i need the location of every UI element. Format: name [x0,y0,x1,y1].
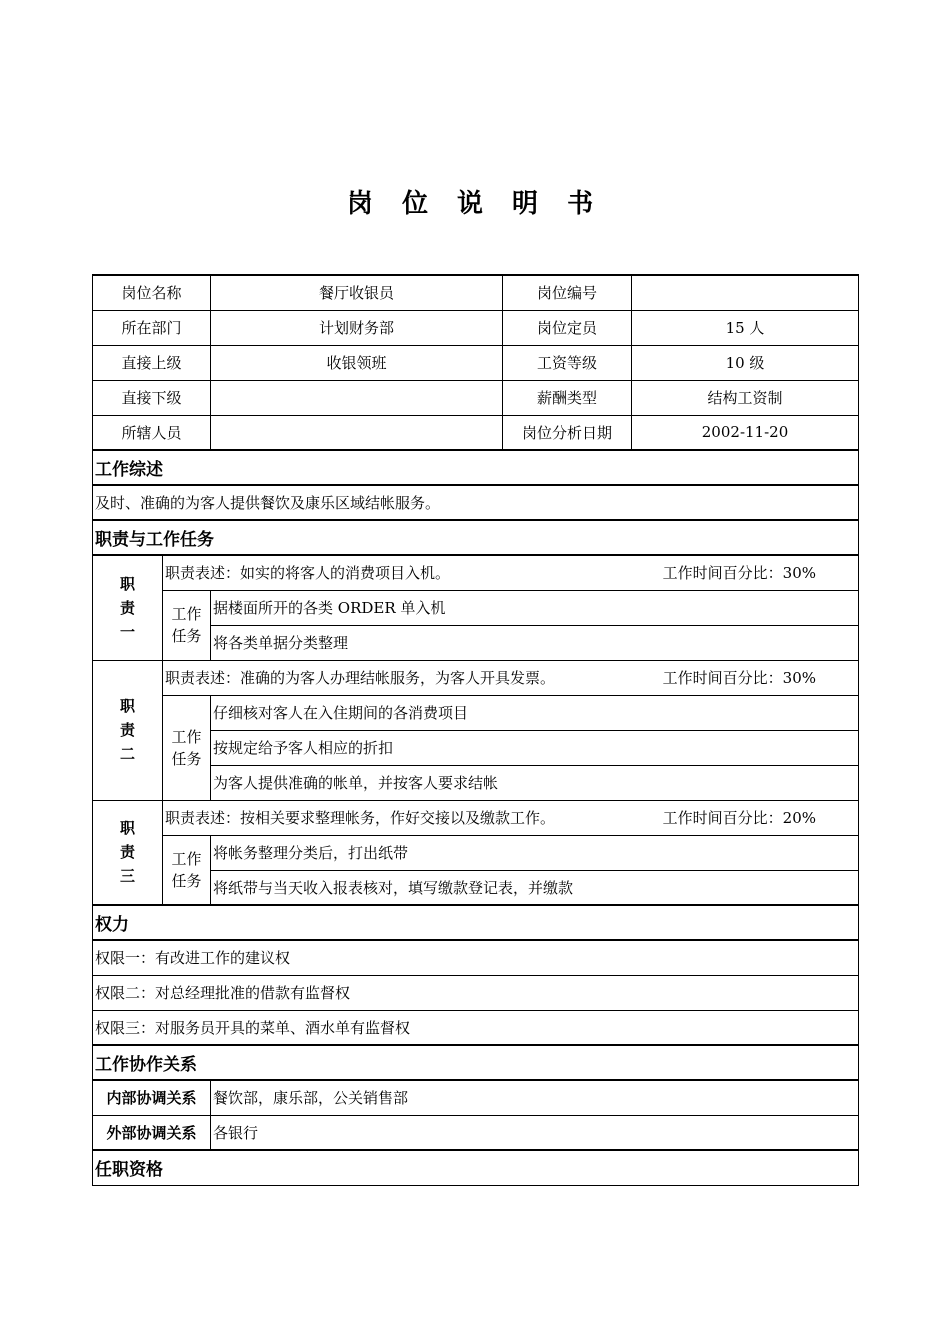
value-staff [211,415,503,450]
info-row-2 [93,310,859,345]
duty-3-description: 职责表述：按相关要求整理帐务，作好交接以及缴款工作。 工作时间百分比：20% [163,800,859,835]
section-duties-heading: 职责与工作任务 [93,520,859,555]
duty-1-task-2: 将各类单据分类整理 [211,625,859,660]
duty-1-percentage: 工作时间百分比：30% [662,564,817,583]
value-salary-grade: 10 级 [632,345,859,380]
duty-3-percentage: 工作时间百分比：20% [662,809,817,827]
duty-2-label: 职 责 二 [93,660,163,800]
label-subordinate: 直接下级 [93,380,211,415]
duty-3-label: 职 责 三 [93,800,163,905]
label-staff: 所辖人员 [93,415,211,450]
page-title: 岗 位 说 明 书 [346,189,604,219]
label-position-code: 岗位编号 [503,275,632,310]
authority-2: 权限二：对总经理批准的借款有监督权 [93,975,859,1010]
duty-3-task-1: 将帐务整理分类后，打出纸带 [211,835,859,870]
info-row-4 [93,380,859,415]
duty-1-desc-row [93,555,859,590]
value-analysis-date: 2002-11-20 [632,415,859,450]
section-authority-heading: 权力 [93,905,859,940]
section-summary-heading: 工作综述 [93,450,859,485]
value-headcount: 15 人 [632,310,859,345]
duty-2-task-1: 仔细核对客人在入住期间的各消费项目 [211,695,859,730]
value-position-code [632,275,859,310]
label-salary-grade: 工资等级 [503,345,632,380]
section-relations-heading: 工作协作关系 [93,1045,859,1080]
duty-2-task-2: 按规定给予客人相应的折扣 [211,730,859,765]
external-relations-value: 各银行 [211,1115,859,1150]
summary-text: 及时、准确的为客人提供餐饮及康乐区域结帐服务。 [93,485,859,520]
value-department: 计划财务部 [211,310,503,345]
value-position-name: 餐厅收银员 [211,275,503,310]
value-supervisor: 收银领班 [211,345,503,380]
info-row-5 [93,415,859,450]
info-row-1 [93,275,859,310]
duty-1-description: 职责表述：如实的将客人的消费项目入机。 工作时间百分比：30% [163,555,859,590]
section-qualification-heading: 任职资格 [93,1150,859,1185]
duty-2-description: 职责表述：准确的为客人办理结帐服务，为客人开具发票。 工作时间百分比：30% [163,660,859,695]
duty-3-desc-row [93,800,859,835]
authority-1: 权限一：有改进工作的建议权 [93,940,859,975]
duty-2-task-label: 工作 任务 [163,695,211,800]
external-relations-label: 外部协调关系 [93,1115,211,1150]
duty-1-task-label: 工作 任务 [163,590,211,660]
duty-1-label: 职 责 一 [93,555,163,660]
duty-3-task-label: 工作 任务 [163,835,211,905]
label-department: 所在部门 [93,310,211,345]
job-description-table [92,274,859,1186]
duty-1-task-1: 据楼面所开的各类 ORDER 单入机 [211,590,859,625]
info-row-3 [93,345,859,380]
label-position-name: 岗位名称 [93,275,211,310]
label-supervisor: 直接上级 [93,345,211,380]
label-headcount: 岗位定员 [503,310,632,345]
value-subordinate [211,380,503,415]
authority-3: 权限三：对服务员开具的菜单、酒水单有监督权 [93,1010,859,1045]
duty-3-task-2: 将纸带与当天收入报表核对，填写缴款登记表，并缴款 [211,870,859,905]
label-analysis-date: 岗位分析日期 [503,415,632,450]
internal-relations-label: 内部协调关系 [93,1080,211,1115]
value-pay-type: 结构工资制 [632,380,859,415]
duty-2-desc-row [93,660,859,695]
label-pay-type: 薪酬类型 [503,380,632,415]
duty-2-task-3: 为客人提供准确的帐单，并按客人要求结帐 [211,765,859,800]
internal-relations-value: 餐饮部，康乐部，公关销售部 [211,1080,859,1115]
duty-2-percentage: 工作时间百分比：30% [662,669,817,687]
